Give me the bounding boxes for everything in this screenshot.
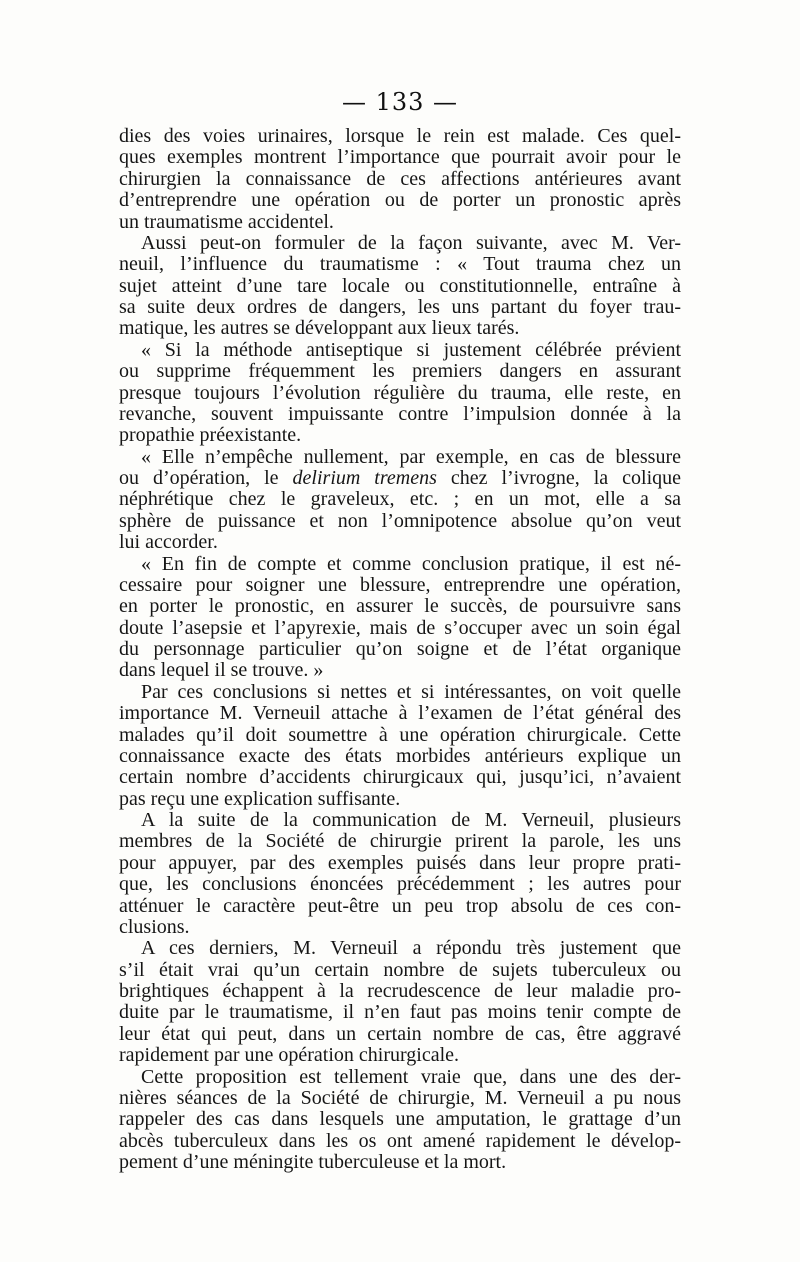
text-run: ou d’opération, le bbox=[119, 467, 293, 489]
body-text bbox=[119, 126, 681, 1173]
text-line: un traumatisme accidentel. bbox=[119, 210, 334, 233]
text-line: ques exemples montrent l’importance que pourrait avoir pour le bbox=[119, 146, 681, 169]
text-line: néphrétique chez le graveleux, etc. ; en un mot, elle a sa bbox=[119, 488, 681, 511]
text-line: en porter le pronostic, en assurer le succès, de poursuivre sans bbox=[119, 595, 681, 618]
text-line: « Si la méthode antiseptique si justement célébrée prévient bbox=[141, 338, 681, 361]
text-line: « Elle n’empêche nullement, par exemple, en cas de blessure bbox=[141, 445, 681, 468]
text-line: s’il était vrai qu’un certain nombre de sujets tuberculeux ou bbox=[119, 958, 681, 981]
italic-term: delirium tremens bbox=[292, 467, 437, 489]
text-line: Par ces conclusions si nettes et si intéressantes, on voit quelle bbox=[141, 680, 681, 703]
text-line: leur état qui peut, dans un certain nombre de cas, être aggravé bbox=[119, 1022, 681, 1045]
text-line: duite par le traumatisme, il n’en faut pas moins tenir compte de bbox=[119, 1001, 681, 1024]
text-line: clusions. bbox=[119, 915, 190, 938]
text-line: matique, les autres se développant aux lieux tarés. bbox=[119, 317, 520, 340]
text-line: abcès tuberculeux dans les os ont amené rapidement le dévelop- bbox=[119, 1129, 681, 1152]
text-line-with-italic bbox=[119, 468, 681, 489]
text-line: propathie préexistante. bbox=[119, 424, 302, 447]
text-line: doute l’asepsie et l’apyrexie, mais de s’occuper avec un soin égal bbox=[119, 616, 681, 639]
text-line: rappeler des cas dans lesquels une amputation, le grattage d’un bbox=[119, 1108, 681, 1131]
text-line: Aussi peut-on formuler de la façon suivante, avec M. Ver- bbox=[141, 231, 681, 254]
text-line: brightiques échappent à la recrudescence de leur maladie pro- bbox=[119, 980, 681, 1002]
page-number: — 133 — bbox=[341, 88, 459, 116]
text-run: chez l’ivrogne, la colique bbox=[436, 467, 681, 489]
text-line: cessaire pour soigner une blessure, entreprendre une opération, bbox=[119, 573, 681, 596]
text-line: du personnage particulier qu’on soigne et de l’état organique bbox=[119, 638, 681, 660]
text-line: connaissance exacte des états morbides antérieurs explique un bbox=[119, 744, 681, 767]
text-line: ou supprime fréquemment les premiers dangers en assurant bbox=[119, 360, 681, 383]
text-line: dies des voies urinaires, lorsque le rein est malade. Ces quel- bbox=[119, 125, 681, 147]
text-line: lui accorder. bbox=[119, 531, 218, 554]
text-line: membres de la Société de chirurgie prirent la parole, les uns bbox=[119, 830, 681, 853]
text-line: certain nombre d’accidents chirurgicaux qui, jusqu’ici, n’avaient bbox=[119, 766, 681, 789]
text-line: pas reçu une explication suffisante. bbox=[119, 787, 401, 810]
text-line: que, les conclusions énoncées précédemment ; les autres pour bbox=[119, 873, 681, 896]
text-line: A la suite de la communication de M. Verneuil, plusieurs bbox=[141, 809, 681, 831]
text-line: atténuer le caractère peut-être un peu trop absolu de ces con- bbox=[119, 894, 681, 917]
text-line: A ces derniers, M. Verneuil a répondu très justement que bbox=[141, 937, 681, 960]
text-line: revanche, souvent impuissante contre l’impulsion donnée à la bbox=[119, 402, 681, 425]
text-line: neuil, l’influence du traumatisme : « Tout trauma chez un bbox=[119, 253, 681, 276]
text-line: rapidement par une opération chirurgicale. bbox=[119, 1044, 460, 1067]
text-line: pour appuyer, par des exemples puisés dans leur propre prati- bbox=[119, 851, 681, 874]
text-line: sphère de puissance et non l’omnipotence absolue qu’on veut bbox=[119, 509, 681, 532]
text-line: pement d’une méningite tuberculeuse et la mort. bbox=[119, 1151, 507, 1173]
text-line: Cette proposition est tellement vraie que, dans une des der- bbox=[141, 1065, 681, 1088]
text-line: nières séances de la Société de chirurgie, M. Verneuil a pu nous bbox=[119, 1086, 681, 1109]
text-line: chirurgien la connaissance de ces affections antérieures avant bbox=[119, 167, 681, 190]
text-line: sujet atteint d’une tare locale ou constitutionnelle, entraîne à bbox=[119, 274, 681, 297]
text-line: sa suite deux ordres de dangers, les uns partant du foyer trau- bbox=[119, 296, 681, 318]
text-line: presque toujours l’évolution régulière du trauma, elle reste, en bbox=[119, 381, 681, 404]
text-line: dans lequel il se trouve. » bbox=[119, 659, 324, 682]
text-line: « En fin de compte et comme conclusion pratique, il est né- bbox=[141, 552, 681, 575]
text-line: d’entreprendre une opération ou de porter un pronostic après bbox=[119, 189, 681, 212]
text-line: malades qu’il doit soumettre à une opération chirurgicale. Cette bbox=[119, 723, 681, 746]
text-line: importance M. Verneuil attache à l’examen de l’état général des bbox=[119, 702, 681, 725]
